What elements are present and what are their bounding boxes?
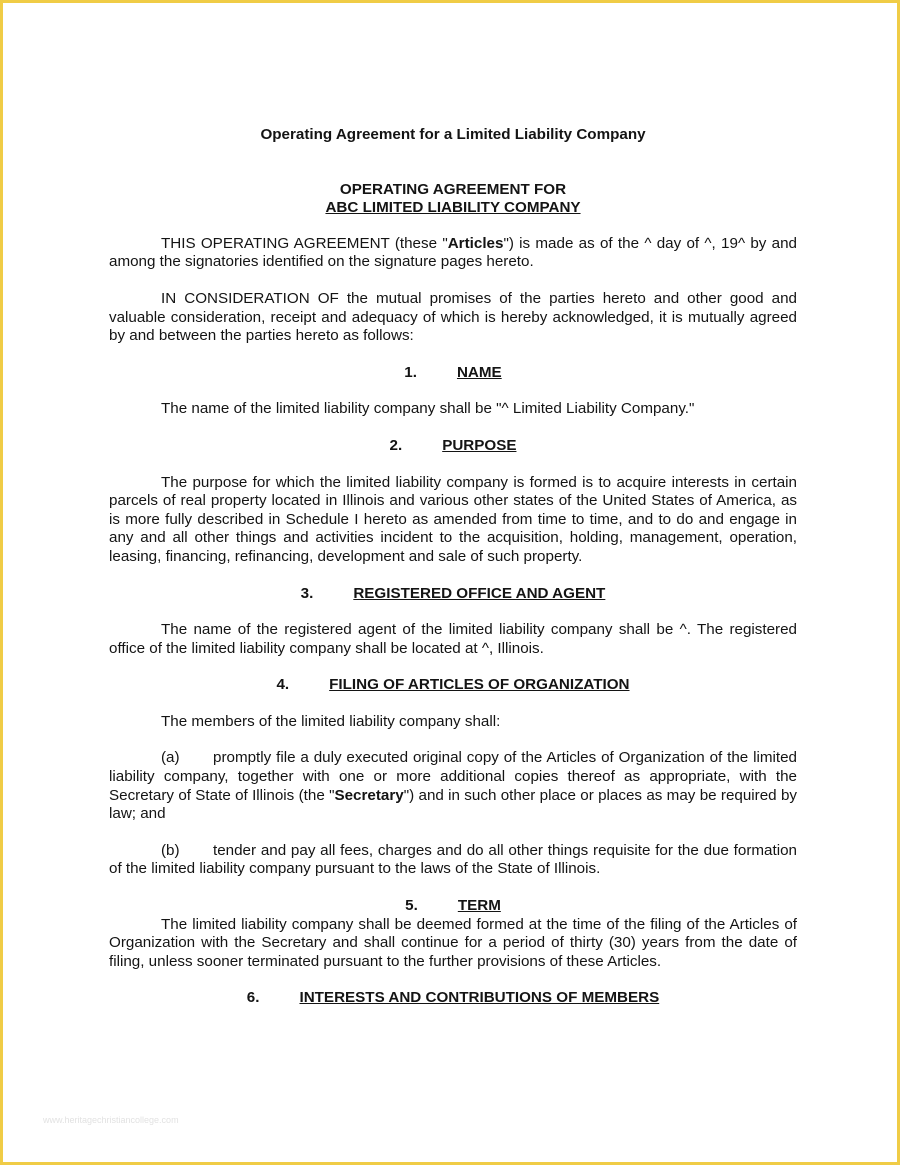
section-body-purpose: The purpose for which the limited liability company is formed is to acquire interests in certain parcels of real property located in Illinois and various other states of the United States of America, as is more fully described in Schedule I hereto as amended from time to time, and to do and engage in any and all other things and activities incident to the acquisition, holding, management, operation, leasing, financing, refinancing, development and sale of such property. xyxy=(109,473,797,565)
section-body-filing: The members of the limited liability company shall: xyxy=(161,712,501,730)
agreement-heading xyxy=(109,181,797,218)
agreement-heading-line1: OPERATING AGREEMENT FOR xyxy=(339,180,567,198)
secretary-defined-term: Secretary xyxy=(334,786,404,804)
watermark-text: www.heritagechristiancollege.com xyxy=(43,1115,179,1125)
section-heading-interests: 6. INTERESTS AND CONTRIBUTIONS OF MEMBERS xyxy=(246,989,660,1007)
section-heading-registered-office: 3. REGISTERED OFFICE AND AGENT xyxy=(300,584,606,602)
section-heading-name: 1. NAME xyxy=(404,363,502,381)
agreement-heading-line2: ABC LIMITED LIABILITY COMPANY xyxy=(325,199,581,217)
section-heading-purpose: 2. PURPOSE xyxy=(389,436,517,454)
section-body-registered-office: The name of the registered agent of the limited liability company shall be ^. The registered office of the limited liability company shall be located at ^, Illinois. xyxy=(109,621,797,657)
section-body-term: The limited liability company shall be deemed formed at the time of the filing of the Articles of Organization with the Secretary and shall continue for a period of thirty (30) years from the date of filing, unless sooner terminated pursuant to the further provisions of these Articles. xyxy=(109,915,797,970)
document-title: Operating Agreement for a Limited Liability Company xyxy=(260,126,646,143)
filing-item-b-label: (b) xyxy=(161,841,180,859)
filing-item-a-label: (a) xyxy=(161,749,180,767)
articles-defined-term: Articles xyxy=(447,234,504,252)
document-page xyxy=(109,126,797,1026)
section-heading-term: 5. TERM xyxy=(405,897,501,915)
filing-item-a: (a) promptly file a duly executed original copy of the Articles of Organization of the limited liability company, together with one or more additional copies thereof as appropriate, with the Secretary of State of Illinois (the "Secretary") and in such other place or places as may be required by law; and xyxy=(109,749,797,823)
intro-paragraph-1: THIS OPERATING AGREEMENT (these "Articles") is made as of the ^ day of ^, 19^ by and among the signatories identified on the signature pages hereto. xyxy=(109,234,798,271)
section-heading-filing: 4. FILING OF ARTICLES OF ORGANIZATION xyxy=(276,676,630,694)
section-body-name: The name of the limited liability company shall be "^ Limited Liability Company." xyxy=(161,400,695,418)
filing-item-b: (b) tender and pay all fees, charges and do all other things requisite for the due formation of the limited liability company pursuant to the laws of the State of Illinois. xyxy=(109,841,797,878)
intro-paragraph-2: IN CONSIDERATION OF the mutual promises of the parties hereto and other good and valuable consideration, receipt and adequacy of which is hereby acknowledged, it is mutually agreed by and between the parties hereto as follows: xyxy=(109,289,797,345)
